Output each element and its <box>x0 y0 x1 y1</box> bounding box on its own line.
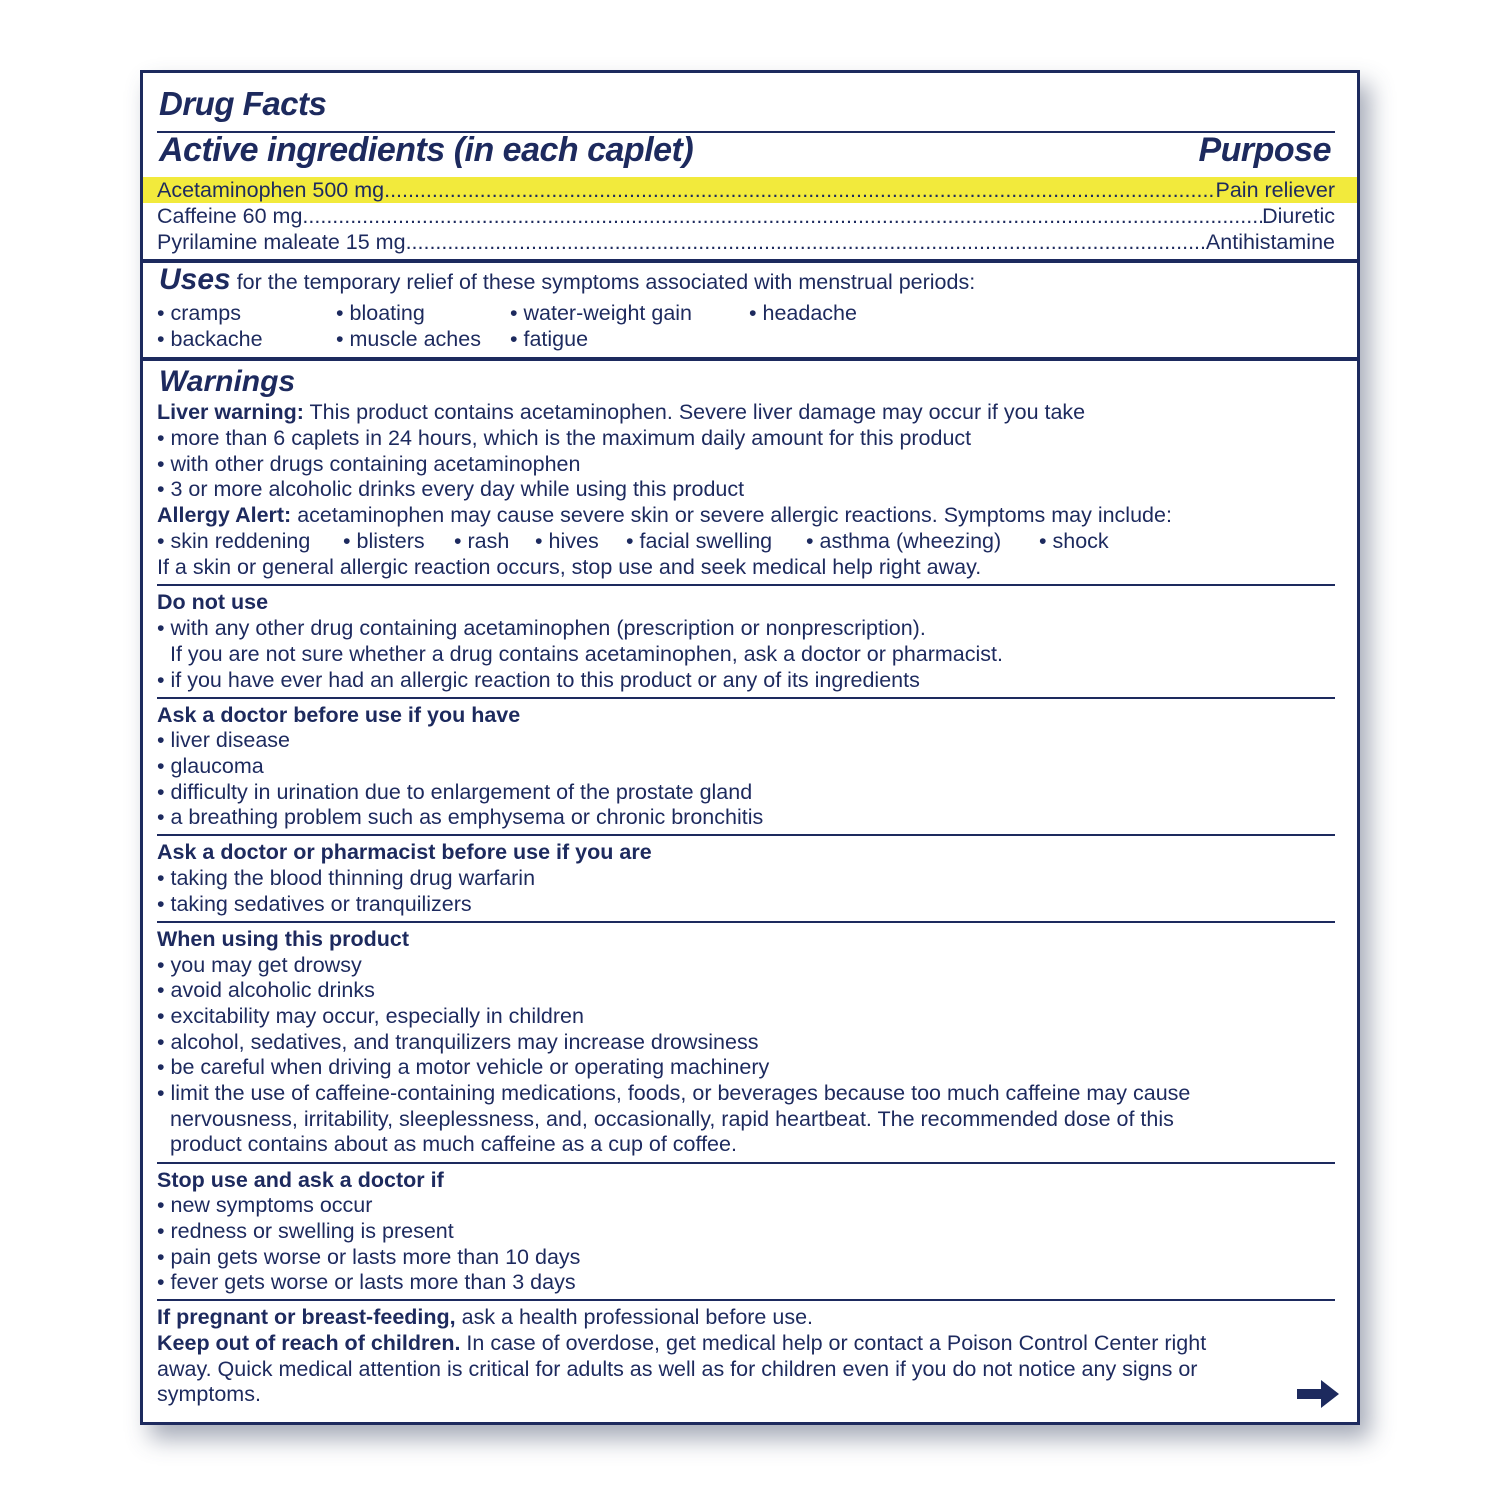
liver-item: • with other drugs containing acetaminophen <box>157 452 581 476</box>
pregnant-text: ask a health professional before use. <box>455 1305 814 1329</box>
ingredient-row <box>157 229 1335 255</box>
ingredient-name: Acetaminophen 500 mg <box>157 178 385 202</box>
ask-pharmacist-line: • taking sedatives or tranquilizers <box>157 892 472 916</box>
subsection-rule <box>157 584 1335 586</box>
uses-item: • water-weight gain <box>510 301 693 325</box>
stop-use-line: • fever gets worse or lasts more than 3 days <box>157 1270 576 1294</box>
allergy-alert-line <box>157 503 1172 529</box>
allergy-after: If a skin or general allergic reaction occurs, stop use and seek medical help right away. <box>157 555 982 579</box>
when-using-heading <box>157 927 409 953</box>
pregnant-label: If pregnant or breast-feeding, <box>157 1305 456 1329</box>
liver-warning-line <box>157 400 1085 426</box>
stop-use-label: Stop use and ask a doctor if <box>157 1168 444 1192</box>
keep-out-line: away. Quick medical attention is critical for adults as well as for children even if you do not notice any signs or <box>157 1357 1198 1381</box>
liver-item: • more than 6 caplets in 24 hours, which is the maximum daily amount for this product <box>157 426 972 450</box>
do-not-use-heading <box>157 590 268 616</box>
allergy-item: • asthma (wheezing) <box>806 529 1002 553</box>
do-not-use-line: • if you have ever had an allergic reaction to this product or any of its ingredients <box>157 668 920 692</box>
when-using-line: • limit the use of caffeine-containing medications, foods, or beverages because too much caffeine may cause <box>157 1081 1191 1105</box>
drug-facts-panel <box>140 70 1360 1425</box>
subsection-rule <box>157 1162 1335 1164</box>
subsection-rule <box>157 697 1335 699</box>
uses-line <box>159 263 976 296</box>
purpose-heading: Purpose <box>1198 131 1331 169</box>
liver-warning-text: This product contains acetaminophen. Severe liver damage may occur if you take <box>303 400 1086 424</box>
right-arrow-icon <box>1297 1380 1339 1408</box>
section-divider <box>143 357 1357 361</box>
ask-doctor-line: • liver disease <box>157 728 290 752</box>
liver-item: • 3 or more alcoholic drinks every day while using this product <box>157 477 745 501</box>
ingredient-name: Caffeine 60 mg <box>157 204 303 228</box>
uses-item: • bloating <box>336 301 425 325</box>
liver-warning-label: Liver warning: <box>157 400 304 424</box>
allergy-item: • blisters <box>343 529 425 553</box>
keep-out-line: symptoms. <box>157 1382 261 1406</box>
allergy-item: • shock <box>1039 529 1109 553</box>
do-not-use-line: If you are not sure whether a drug contains acetaminophen, ask a doctor or pharmacist. <box>170 642 1003 666</box>
ingredient-name: Pyrilamine maleate 15 mg <box>157 230 406 254</box>
subsection-rule <box>157 921 1335 923</box>
allergy-alert-label: Allergy Alert: <box>157 503 292 527</box>
ask-doctor-line: • difficulty in urination due to enlargement of the prostate gland <box>157 780 753 804</box>
dot-leader <box>302 203 1262 229</box>
ask-doctor-line: • glaucoma <box>157 754 264 778</box>
allergy-item: • skin reddening <box>157 529 311 553</box>
uses-item: • cramps <box>157 301 241 325</box>
when-using-line: • excitability may occur, especially in children <box>157 1004 584 1028</box>
allergy-alert-text: acetaminophen may cause severe skin or severe allergic reactions. Symptoms may include: <box>291 503 1172 527</box>
when-using-line: • avoid alcoholic drinks <box>157 978 375 1002</box>
ask-pharmacist-heading <box>157 840 652 866</box>
ask-doctor-label: Ask a doctor before use if you have <box>157 703 521 727</box>
ask-doctor-line: • a breathing problem such as emphysema or chronic bronchitis <box>157 805 764 829</box>
uses-item: • muscle aches <box>336 327 481 351</box>
uses-item: • backache <box>157 327 263 351</box>
dot-leader <box>406 229 1206 255</box>
when-using-line: product contains about as much caffeine as a cup of coffee. <box>170 1132 737 1156</box>
uses-heading: Uses <box>159 263 231 296</box>
when-using-line: • alcohol, sedatives, and tranquilizers may increase drowsiness <box>157 1030 759 1054</box>
allergy-item: • rash <box>454 529 510 553</box>
keep-out-label: Keep out of reach of children. <box>157 1331 461 1355</box>
ingredient-purpose: Diuretic <box>1262 204 1335 228</box>
section-divider <box>143 259 1357 263</box>
when-using-label: When using this product <box>157 927 410 951</box>
stop-use-line: • new symptoms occur <box>157 1193 373 1217</box>
when-using-line: • be careful when driving a motor vehicle or operating machinery <box>157 1055 770 1079</box>
active-ingredients-heading: Active ingredients (in each caplet) <box>159 131 694 169</box>
ingredient-row <box>157 177 1335 203</box>
stop-use-line: • pain gets worse or lasts more than 10 days <box>157 1245 581 1269</box>
warnings-heading: Warnings <box>159 365 296 398</box>
stop-use-heading <box>157 1168 444 1194</box>
ask-doctor-heading <box>157 703 520 729</box>
when-using-line: nervousness, irritability, sleeplessness, and, occasionally, rapid heartbeat. The recommended dose of this <box>170 1107 1174 1131</box>
keep-out-line <box>157 1331 1206 1357</box>
allergy-item: • hives <box>535 529 599 553</box>
stop-use-line: • redness or swelling is present <box>157 1219 454 1243</box>
allergy-item: • facial swelling <box>626 529 773 553</box>
do-not-use-line: • with any other drug containing acetaminophen (prescription or nonprescription). <box>157 616 926 640</box>
ask-pharmacist-label: Ask a doctor or pharmacist before use if you are <box>157 840 652 864</box>
uses-item: • fatigue <box>510 327 589 351</box>
keep-out-text: In case of overdose, get medical help or contact a Poison Control Center right <box>460 1331 1207 1355</box>
ingredient-row <box>157 203 1335 229</box>
subsection-rule <box>157 1299 1335 1301</box>
do-not-use-label: Do not use <box>157 590 269 614</box>
uses-intro: for the temporary relief of these symptoms associated with menstrual periods: <box>236 270 976 294</box>
when-using-line: • you may get drowsy <box>157 953 362 977</box>
ingredient-purpose: Pain reliever <box>1215 178 1335 202</box>
drug-facts-title: Drug Facts <box>159 85 327 122</box>
uses-item: • headache <box>749 301 857 325</box>
ingredient-purpose: Antihistamine <box>1205 230 1335 254</box>
pregnant-line <box>157 1305 813 1331</box>
dot-leader <box>384 177 1215 203</box>
subsection-rule <box>157 834 1335 836</box>
ask-pharmacist-line: • taking the blood thinning drug warfarin <box>157 866 536 890</box>
